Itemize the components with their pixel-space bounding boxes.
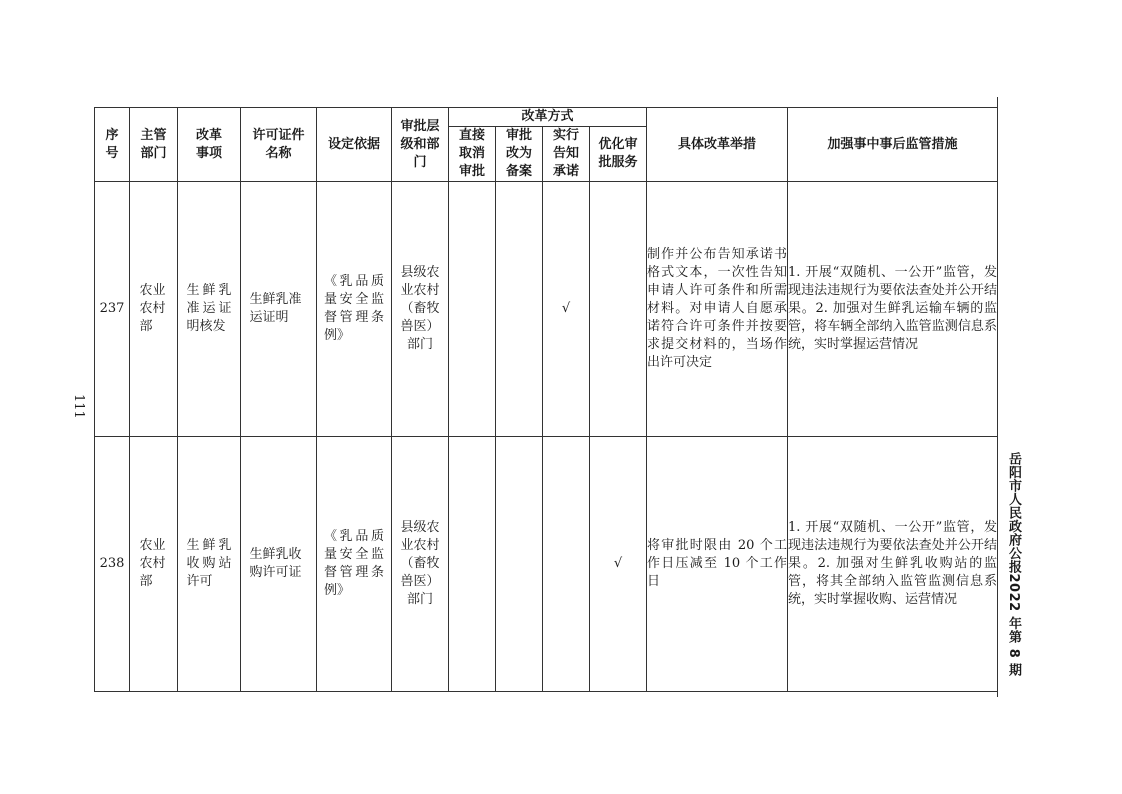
header-mode-optimize: 优化审批服务 — [590, 127, 647, 182]
header-level: 审批层级和部门 — [392, 108, 449, 182]
header-row — [95, 108, 998, 127]
cell-mode-notify: √ — [543, 182, 590, 437]
cell-cert: 生鲜乳收购许可证 — [241, 437, 317, 692]
table-row — [95, 437, 998, 692]
cell-mode-record — [496, 437, 543, 692]
cell-measures: 制作并公布告知承诺书格式文本，一次性告知申请人许可条件和所需材料。对申请人自愿承诺符合许可条件并按要求提交材料的，当场作出许可决定 — [647, 182, 788, 437]
cell-mode-record — [496, 182, 543, 437]
cell-mode-optimize — [590, 182, 647, 437]
header-cert: 许可证件名称 — [241, 108, 317, 182]
cell-mode-optimize: √ — [590, 437, 647, 692]
header-mode-notify: 实行告知承诺 — [543, 127, 590, 182]
issue-number: 2022 年第 8 期 — [1006, 573, 1021, 677]
table-row — [95, 182, 998, 437]
header-mode-cancel: 直接取消审批 — [449, 127, 496, 182]
header-dept: 主管部门 — [130, 108, 178, 182]
cell-mode-cancel — [449, 182, 496, 437]
cell-dept: 农业农村部 — [130, 437, 178, 692]
header-measures: 具体改革举措 — [647, 108, 788, 182]
cell-item: 生鲜乳收购站许可 — [178, 437, 241, 692]
cell-supervision: 1. 开展“双随机、一公开”监管，发现违法违规行为要依法查处并公开结果。2. 加强对生鲜乳运输车辆的监管，将车辆全部纳入监管监测信息系统，实时掌握运营情况 — [788, 182, 998, 437]
cell-cert: 生鲜乳准运证明 — [241, 182, 317, 437]
cell-item: 生鲜乳准运证明核发 — [178, 182, 241, 437]
page-number: 111 — [71, 394, 86, 419]
cell-level: 县级农业农村（畜牧兽医）部门 — [392, 437, 449, 692]
journal-running-title — [1004, 452, 1022, 677]
cell-dept: 农业农村部 — [130, 182, 178, 437]
reform-table — [94, 107, 998, 692]
header-mode-record: 审批改为备案 — [496, 127, 543, 182]
cell-seq: 238 — [95, 437, 130, 692]
cell-seq: 237 — [95, 182, 130, 437]
cell-mode-cancel — [449, 437, 496, 692]
cell-mode-notify — [543, 437, 590, 692]
header-basis: 设定依据 — [317, 108, 392, 182]
header-reform-mode: 改革方式 — [449, 108, 647, 127]
journal-title: 岳阳市人民政府公报 — [1006, 452, 1021, 574]
cell-basis: 《乳品质量安全监督管理条例》 — [317, 437, 392, 692]
header-item: 改革事项 — [178, 108, 241, 182]
header-supervision: 加强事中事后监管措施 — [788, 108, 998, 182]
cell-supervision: 1. 开展“双随机、一公开”监管，发现违法违规行为要依法查处并公开结果。2. 加强对生鲜乳收购站的监管，将其全部纳入监管监测信息系统，实时掌握收购、运营情况 — [788, 437, 998, 692]
header-seq: 序号 — [95, 108, 130, 182]
cell-basis: 《乳品质量安全监督管理条例》 — [317, 182, 392, 437]
cell-measures: 将审批时限由 20 个工作日压减至 10 个工作日 — [647, 437, 788, 692]
cell-level: 县级农业农村（畜牧兽医）部门 — [392, 182, 449, 437]
